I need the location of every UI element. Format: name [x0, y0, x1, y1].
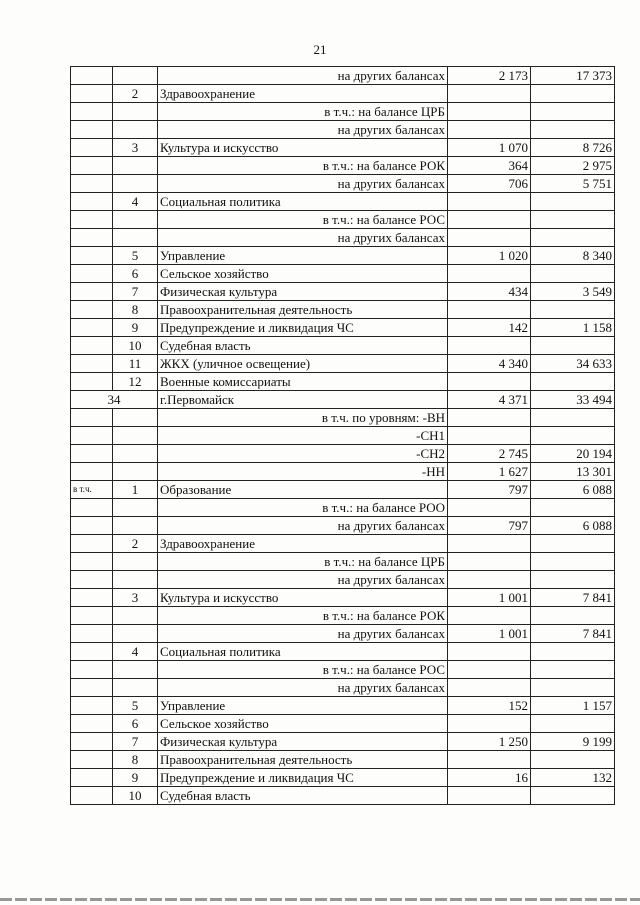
item-number-cell: 2: [113, 535, 158, 553]
value-1-cell: 2 173: [448, 67, 531, 85]
value-1-cell: 1 250: [448, 733, 531, 751]
item-number-cell: 4: [113, 193, 158, 211]
item-number-cell: [113, 211, 158, 229]
value-1-cell: [448, 301, 531, 319]
value-2-cell: [531, 427, 615, 445]
value-2-cell: [531, 373, 615, 391]
value-1-cell: [448, 571, 531, 589]
item-name-cell: Судебная власть: [158, 337, 448, 355]
table-row: [71, 553, 615, 571]
item-name-cell: Судебная власть: [158, 787, 448, 805]
item-number-cell: [113, 445, 158, 463]
value-2-cell: [531, 751, 615, 769]
value-2-cell: 2 975: [531, 157, 615, 175]
item-name-cell: ЖКХ (уличное освещение): [158, 355, 448, 373]
item-number-cell: [113, 499, 158, 517]
value-1-cell: [448, 679, 531, 697]
item-number-cell: [113, 661, 158, 679]
prefix-cell: [71, 67, 113, 85]
value-1-cell: 797: [448, 517, 531, 535]
prefix-cell: [71, 499, 113, 517]
value-1-cell: [448, 715, 531, 733]
item-name-cell: -НН: [158, 463, 448, 481]
item-number-cell: 12: [113, 373, 158, 391]
prefix-cell: [71, 409, 113, 427]
prefix-cell: [71, 697, 113, 715]
item-name-cell: в т.ч.: на балансе РОК: [158, 157, 448, 175]
item-number-cell: [113, 121, 158, 139]
prefix-cell: [71, 85, 113, 103]
value-1-cell: 797: [448, 481, 531, 499]
value-1-cell: [448, 787, 531, 805]
item-name-cell: на других балансах: [158, 625, 448, 643]
item-number-cell: 3: [113, 589, 158, 607]
table-row: [71, 697, 615, 715]
item-number-cell: 1: [113, 481, 158, 499]
item-name-cell: на других балансах: [158, 67, 448, 85]
item-number-cell: [113, 409, 158, 427]
prefix-cell: [71, 103, 113, 121]
value-1-cell: [448, 121, 531, 139]
value-2-cell: [531, 679, 615, 697]
item-number-cell: [113, 157, 158, 175]
value-1-cell: 1 001: [448, 625, 531, 643]
prefix-cell: [71, 319, 113, 337]
value-2-cell: 33 494: [531, 391, 615, 409]
value-1-cell: [448, 607, 531, 625]
value-2-cell: 7 841: [531, 625, 615, 643]
value-2-cell: [531, 661, 615, 679]
item-name-cell: Предупреждение и ликвидация ЧС: [158, 319, 448, 337]
table-row: [71, 643, 615, 661]
item-name-cell: в т.ч.: на балансе ЦРБ: [158, 103, 448, 121]
item-name-cell: Сельское хозяйство: [158, 715, 448, 733]
value-2-cell: 132: [531, 769, 615, 787]
item-name-cell: на других балансах: [158, 679, 448, 697]
item-name-cell: Образование: [158, 481, 448, 499]
report-table: [70, 66, 615, 805]
prefix-cell: [71, 193, 113, 211]
value-1-cell: [448, 193, 531, 211]
item-number-cell: 2: [113, 85, 158, 103]
item-name-cell: Предупреждение и ликвидация ЧС: [158, 769, 448, 787]
table-row: [71, 463, 615, 481]
value-1-cell: [448, 427, 531, 445]
table-row: [71, 283, 615, 301]
value-2-cell: [531, 607, 615, 625]
value-1-cell: 364: [448, 157, 531, 175]
prefix-cell: [71, 751, 113, 769]
value-2-cell: [531, 499, 615, 517]
item-name-cell: на других балансах: [158, 517, 448, 535]
table-row: [71, 769, 615, 787]
table-row: [71, 229, 615, 247]
value-2-cell: [531, 409, 615, 427]
item-number-cell: [113, 175, 158, 193]
item-name-cell: в т.ч. по уровням: -ВН: [158, 409, 448, 427]
table-row: [71, 67, 615, 85]
value-2-cell: [531, 553, 615, 571]
item-name-cell: в т.ч.: на балансе РОК: [158, 607, 448, 625]
prefix-cell: [71, 643, 113, 661]
item-name-cell: в т.ч.: на балансе РОС: [158, 661, 448, 679]
item-number-cell: 7: [113, 733, 158, 751]
item-name-cell: Социальная политика: [158, 643, 448, 661]
item-name-cell: -СН1: [158, 427, 448, 445]
item-name-cell: Правоохранительная деятельность: [158, 301, 448, 319]
value-2-cell: 6 088: [531, 481, 615, 499]
table-row: [71, 715, 615, 733]
table-row: [71, 751, 615, 769]
value-1-cell: [448, 751, 531, 769]
table-row: [71, 319, 615, 337]
item-name-cell: Здравоохранение: [158, 85, 448, 103]
value-1-cell: 1 627: [448, 463, 531, 481]
prefix-cell: [71, 139, 113, 157]
value-2-cell: [531, 265, 615, 283]
prefix-cell: [71, 229, 113, 247]
item-name-cell: -СН2: [158, 445, 448, 463]
prefix-cell: [71, 283, 113, 301]
value-1-cell: [448, 409, 531, 427]
prefix-cell: [71, 445, 113, 463]
prefix-cell: [71, 427, 113, 445]
value-1-cell: [448, 499, 531, 517]
value-1-cell: [448, 229, 531, 247]
item-name-cell: в т.ч.: на балансе РОС: [158, 211, 448, 229]
prefix-cell: [71, 733, 113, 751]
table-row: [71, 661, 615, 679]
table-row: [71, 481, 615, 499]
item-number-cell: 10: [113, 337, 158, 355]
prefix-cell: [71, 247, 113, 265]
prefix-cell: в т.ч.: [71, 481, 113, 499]
table-row: [71, 301, 615, 319]
table-row: [71, 733, 615, 751]
prefix-cell: [71, 121, 113, 139]
table-row: [71, 211, 615, 229]
item-name-cell: Военные комиссариаты: [158, 373, 448, 391]
value-1-cell: [448, 535, 531, 553]
table-row: [71, 391, 615, 409]
item-number-cell: 5: [113, 247, 158, 265]
item-number-cell: 10: [113, 787, 158, 805]
item-name-cell: Физическая культура: [158, 283, 448, 301]
table-row: [71, 247, 615, 265]
item-name-cell: г.Первомайск: [158, 391, 448, 409]
value-2-cell: 13 301: [531, 463, 615, 481]
item-number-cell: 8: [113, 751, 158, 769]
item-number-cell: [113, 553, 158, 571]
value-2-cell: [531, 715, 615, 733]
value-2-cell: [531, 211, 615, 229]
item-name-cell: в т.ч.: на балансе РОО: [158, 499, 448, 517]
table-row: [71, 517, 615, 535]
table-row: [71, 427, 615, 445]
value-2-cell: 6 088: [531, 517, 615, 535]
table-row: [71, 571, 615, 589]
value-1-cell: 4 340: [448, 355, 531, 373]
table-row: [71, 121, 615, 139]
prefix-cell: [71, 265, 113, 283]
value-2-cell: 8 726: [531, 139, 615, 157]
table-row: [71, 787, 615, 805]
prefix-cell: [71, 517, 113, 535]
prefix-cell: [71, 337, 113, 355]
prefix-cell: [71, 301, 113, 319]
value-1-cell: 4 371: [448, 391, 531, 409]
prefix-cell: [71, 787, 113, 805]
value-2-cell: [531, 643, 615, 661]
prefix-cell: [71, 355, 113, 373]
value-1-cell: [448, 85, 531, 103]
item-number-cell: [113, 679, 158, 697]
value-2-cell: 9 199: [531, 733, 615, 751]
table-row: [71, 193, 615, 211]
table-row: [71, 499, 615, 517]
item-name-cell: Культура и искусство: [158, 139, 448, 157]
table-row: [71, 679, 615, 697]
item-number-cell: 3: [113, 139, 158, 157]
value-2-cell: [531, 535, 615, 553]
value-2-cell: [531, 193, 615, 211]
report-table-body: [71, 67, 615, 805]
item-number-cell: [113, 229, 158, 247]
table-row: [71, 625, 615, 643]
table-row: [71, 535, 615, 553]
item-name-cell: Культура и искусство: [158, 589, 448, 607]
page-number: 21: [313, 42, 327, 57]
prefix-cell: [71, 175, 113, 193]
value-2-cell: 34 633: [531, 355, 615, 373]
prefix-cell: [71, 535, 113, 553]
value-1-cell: 1 001: [448, 589, 531, 607]
prefix-cell: [71, 607, 113, 625]
item-name-cell: на других балансах: [158, 121, 448, 139]
item-number-cell: 11: [113, 355, 158, 373]
value-2-cell: [531, 229, 615, 247]
item-name-cell: Социальная политика: [158, 193, 448, 211]
table-row: [71, 445, 615, 463]
item-name-cell: Физическая культура: [158, 733, 448, 751]
item-name-cell: на других балансах: [158, 571, 448, 589]
value-2-cell: 3 549: [531, 283, 615, 301]
item-number-cell: [113, 607, 158, 625]
prefix-cell: [71, 589, 113, 607]
table-row: [71, 589, 615, 607]
value-2-cell: [531, 121, 615, 139]
value-1-cell: [448, 103, 531, 121]
value-1-cell: [448, 265, 531, 283]
table-row: [71, 265, 615, 283]
value-2-cell: 5 751: [531, 175, 615, 193]
value-2-cell: [531, 85, 615, 103]
value-1-cell: 1 070: [448, 139, 531, 157]
prefix-cell: [71, 553, 113, 571]
item-number-cell: [113, 463, 158, 481]
value-1-cell: 152: [448, 697, 531, 715]
table-row: [71, 373, 615, 391]
item-number-cell: 4: [113, 643, 158, 661]
table-row: [71, 607, 615, 625]
value-2-cell: 7 841: [531, 589, 615, 607]
item-number-cell: 8: [113, 301, 158, 319]
item-name-cell: Здравоохранение: [158, 535, 448, 553]
value-2-cell: [531, 571, 615, 589]
item-number-cell: 9: [113, 769, 158, 787]
table-row: [71, 85, 615, 103]
prefix-cell: [71, 679, 113, 697]
item-name-cell: Правоохранительная деятельность: [158, 751, 448, 769]
item-number-cell: [113, 517, 158, 535]
item-number-cell: 6: [113, 265, 158, 283]
section-number-cell: 34: [71, 391, 158, 409]
prefix-cell: [71, 661, 113, 679]
table-row: [71, 103, 615, 121]
value-1-cell: 2 745: [448, 445, 531, 463]
value-1-cell: [448, 211, 531, 229]
item-number-cell: 6: [113, 715, 158, 733]
item-number-cell: 9: [113, 319, 158, 337]
item-number-cell: [113, 103, 158, 121]
value-1-cell: 142: [448, 319, 531, 337]
value-2-cell: [531, 337, 615, 355]
value-1-cell: 16: [448, 769, 531, 787]
value-2-cell: [531, 301, 615, 319]
table-row: [71, 157, 615, 175]
item-number-cell: [113, 571, 158, 589]
item-name-cell: в т.ч.: на балансе ЦРБ: [158, 553, 448, 571]
value-2-cell: [531, 787, 615, 805]
item-name-cell: Управление: [158, 697, 448, 715]
value-1-cell: 1 020: [448, 247, 531, 265]
value-2-cell: 1 158: [531, 319, 615, 337]
value-1-cell: 434: [448, 283, 531, 301]
value-2-cell: 17 373: [531, 67, 615, 85]
item-number-cell: 5: [113, 697, 158, 715]
table-row: [71, 175, 615, 193]
prefix-cell: [71, 571, 113, 589]
value-2-cell: 1 157: [531, 697, 615, 715]
table-row: [71, 409, 615, 427]
table-row: [71, 355, 615, 373]
value-2-cell: 20 194: [531, 445, 615, 463]
item-number-cell: [113, 625, 158, 643]
item-name-cell: Сельское хозяйство: [158, 265, 448, 283]
item-number-cell: [113, 427, 158, 445]
item-name-cell: на других балансах: [158, 175, 448, 193]
value-1-cell: [448, 661, 531, 679]
value-1-cell: [448, 373, 531, 391]
prefix-cell: [71, 625, 113, 643]
value-1-cell: [448, 643, 531, 661]
scan-edge-artifact: [0, 898, 640, 901]
prefix-cell: [71, 463, 113, 481]
value-1-cell: [448, 337, 531, 355]
prefix-cell: [71, 211, 113, 229]
prefix-cell: [71, 373, 113, 391]
value-1-cell: 706: [448, 175, 531, 193]
prefix-cell: [71, 157, 113, 175]
item-number-cell: 7: [113, 283, 158, 301]
value-1-cell: [448, 553, 531, 571]
item-name-cell: на других балансах: [158, 229, 448, 247]
item-number-cell: [113, 67, 158, 85]
prefix-cell: [71, 715, 113, 733]
table-row: [71, 139, 615, 157]
prefix-cell: [71, 769, 113, 787]
value-2-cell: 8 340: [531, 247, 615, 265]
value-2-cell: [531, 103, 615, 121]
table-row: [71, 337, 615, 355]
item-name-cell: Управление: [158, 247, 448, 265]
